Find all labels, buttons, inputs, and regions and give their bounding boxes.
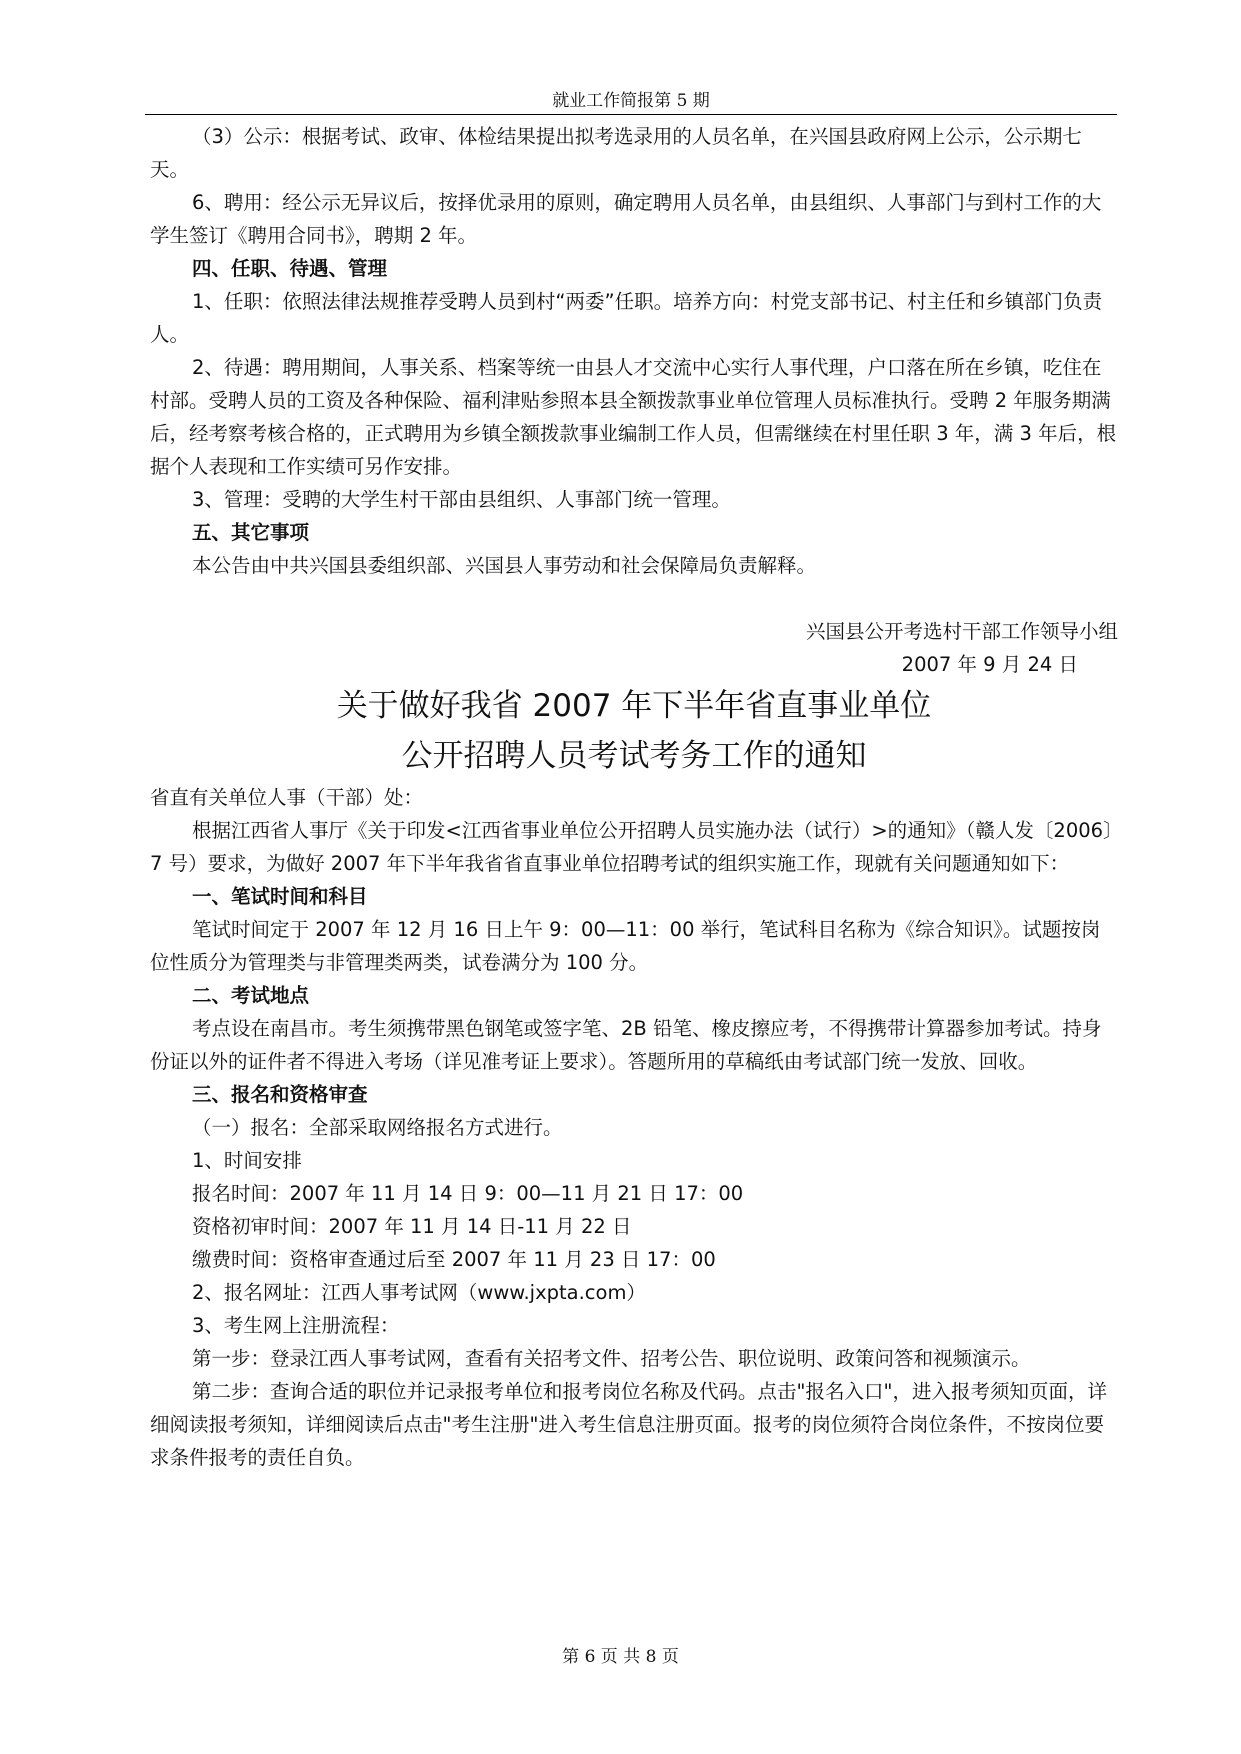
section-heading-4: 四、任职、待遇、管理 [192,257,388,280]
signature-date: 2007 年 9 月 24 日 [901,653,1078,676]
paragraph-management: 3、管理：受聘的大学生村干部由县组织、人事部门统一管理。 [192,488,731,511]
paragraph-appointment: 1、任职：依照法律法规推荐受聘人员到村“两委”任职。培养方向：村党支部书记、村主任和乡镇部门负责人。 [150,290,1103,346]
paragraph-schedule-heading: 1、时间安排 [192,1149,302,1172]
signature-organization: 兴国县公开考选村干部工作领导小组 [805,620,1118,643]
paragraph-employment: 6、聘用：经公示无异议后，按择优录用的原则，确定聘用人员名单，由县组织、人事部门与到村工作的大学生签订《聘用合同书》，聘期 2 年。 [150,191,1102,247]
paragraph-registration-process: 3、考生网上注册流程： [192,1314,400,1337]
notice-title-line2: 公开招聘人员考试考务工作的通知 [401,738,867,774]
paragraph-exam-time: 笔试时间定于 2007 年 12 月 16 日上午 9：00—11：00 举行，笔试科目名称为《综合知识》。试题按岗位性质分为管理类与非管理类两类，试卷满分为 100 分。 [150,918,1101,974]
spacer [150,582,1118,615]
document-body [150,120,1118,1474]
paragraph-publicity: （3）公示：根据考试、政审、体检结果提出拟考选录用的人员名单，在兴国县政府网上公示，公示期七天。 [150,125,1082,181]
paragraph-registration-url: 2、报名网址：江西人事考试网（www.jxpta.com） [192,1281,646,1304]
notice-salutation: 省直有关单位人事（干部）处： [150,786,424,809]
paragraph-registration-method: （一）报名：全部采取网络报名方式进行。 [192,1116,563,1139]
paragraph-step-one: 第一步：登录江西人事考试网，查看有关招考文件、招考公告、职位说明、政策问答和视频演示。 [192,1347,1031,1370]
section-heading-registration: 三、报名和资格审查 [192,1083,368,1106]
paragraph-registration-time: 报名时间：2007 年 11 月 14 日 9：00—11 月 21 日 17：00 [192,1182,744,1205]
paragraph-interpretation: 本公告由中共兴国县委组织部、兴国县人事劳动和社会保障局负责解释。 [192,554,817,577]
page-footer: 第 6 页 共 8 页 [562,1647,679,1667]
paragraph-exam-location: 考点设在南昌市。考生须携带黑色钢笔或签字笔、2B 铅笔、橡皮擦应考，不得携带计算器参加考试。持身份证以外的证件者不得进入考场（详见准考证上要求）。答题所用的草稿纸由考试部门统一发放、回收。 [150,1017,1102,1073]
notice-title-line1: 关于做好我省 2007 年下半年省直事业单位 [336,688,932,724]
section-heading-5: 五、其它事项 [192,521,310,544]
paragraph-review-time: 资格初审时间：2007 年 11 月 14 日-11 月 22 日 [192,1215,632,1238]
notice-intro: 根据江西省人事厅《关于印发<江西省事业单位公开招聘人员实施办法（试行）>的通知》（赣人发〔2006〕7 号）要求，为做好 2007 年下半年我省省直事业单位招聘考试的组织实施工作，现就有关问题通知如下： [150,819,1113,875]
paragraph-payment-time: 缴费时间：资格审查通过后至 2007 年 11 月 23 日 17：00 [192,1248,716,1271]
paragraph-step-two: 第二步：查询合适的职位并记录报考单位和报考岗位名称及代码。点击"报名入口"，进入报考须知页面，详细阅读报考须知，详细阅读后点击"考生注册"进入考生信息注册页面。报考的岗位须符合岗位条件，不按岗位要求条件报考的责任自负。 [150,1380,1107,1469]
header-rule [145,114,1117,115]
page-header: 就业工作简报第 5 期 [552,91,710,111]
section-heading-exam-location: 二、考试地点 [192,984,310,1007]
section-heading-written-exam: 一、笔试时间和科目 [192,885,368,908]
paragraph-benefits: 2、待遇：聘用期间，人事关系、档案等统一由县人才交流中心实行人事代理，户口落在所在乡镇，吃住在村部。受聘人员的工资及各种保险、福利津贴参照本县全额拨款事业单位管理人员标准执行。受聘 2 年服务期满后，经考察考核合格的，正式聘用为乡镇全额拨款事业编制工作人员，但需继续在村里任职 3 年，满 3 年后，根据个人表现和工作实绩可另作安排。 [150,356,1117,478]
